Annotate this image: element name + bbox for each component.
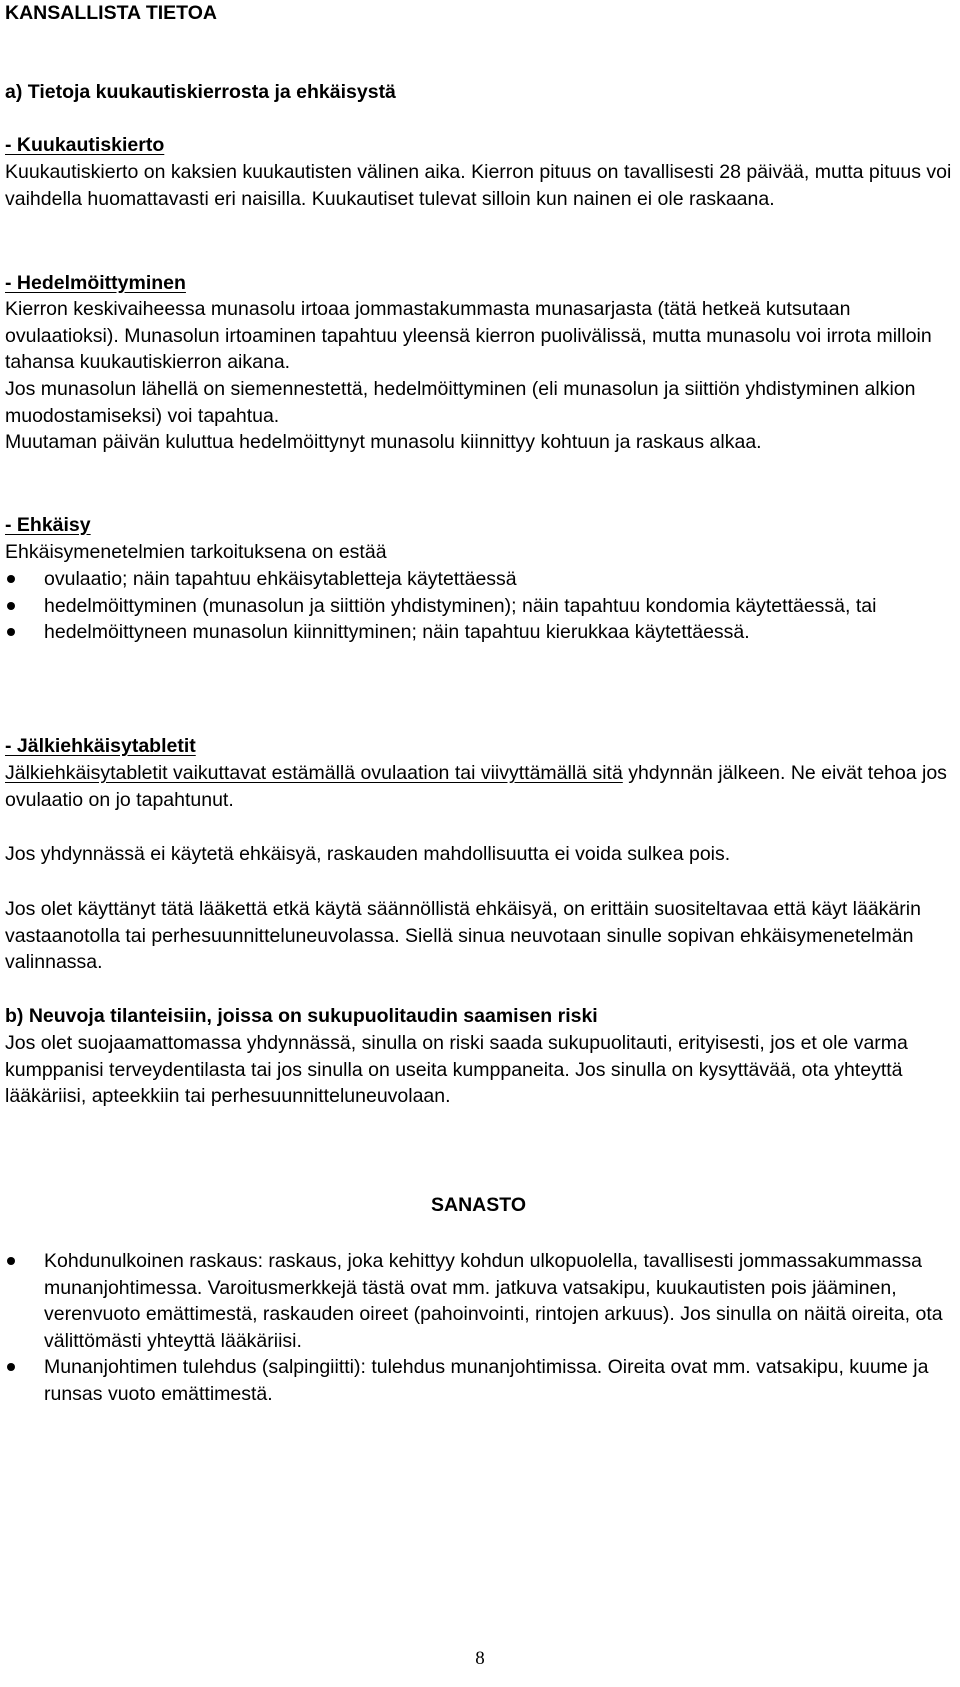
hedelmoittyminen-paragraph-1: Kierron keskivaiheessa munasolu irtoaa jommastakummasta munasarjasta (tätä hetkeä kutsutaan ovulaatioksi). Munasolun irtoaminen tapahtuu yleensä kierron puolivälissä, mutta munasolu voi irrota milloin tahansa kuukautiskierron aikana.: [5, 298, 932, 373]
ehkaisy-list: [5, 566, 952, 646]
ehkaisy-intro: Ehkäisymenetelmien tarkoituksena on estää: [5, 541, 387, 563]
hedelmoittyminen-paragraph-2: Jos munasolun lähellä on siemennestettä, hedelmöittyminen (eli munasolun ja siittiön yhdistyminen alkion muodostamiseksi) voi tapahtua.: [5, 378, 916, 427]
section-a-heading: a) Tietoja kuukautiskierrosta ja ehkäisystä: [5, 81, 396, 103]
hedelmoittyminen-heading: - Hedelmöittyminen: [5, 272, 186, 294]
section-b-heading: b) Neuvoja tilanteisiin, joissa on sukupuolitaudin saamisen riski: [5, 1005, 598, 1027]
underlined-text: Jälkiehkäisytabletit vaikuttavat estämällä ovulaation tai viivyttämällä sitä: [5, 762, 623, 784]
kuukautiskierto-heading: - Kuukautiskierto: [5, 134, 165, 156]
list-item: hedelmöittyneen munasolun kiinnittyminen; näin tapahtuu kierukkaa käytettäessä.: [5, 619, 952, 646]
jalkiehkaisy-heading: - Jälkiehkäisytabletit: [5, 735, 196, 757]
list-item: Kohdunulkoinen raskaus: raskaus, joka kehittyy kohdun ulkopuolella, tavallisesti jommassakummassa munanjohtimessa. Varoitusmerkkejä tästä ovat mm. jatkuva vatsakipu, kuukautisten pois jääminen, verenvuoto emättimestä, raskauden oireet (pahoinvointi, rintojen arkuus). Jos sinulla on näitä oireita, ota välittömästi yhteyttä lääkäriisi.: [5, 1248, 952, 1354]
hedelmoittyminen-paragraph-3: Muutaman päivän kuluttua hedelmöittynyt munasolu kiinnittyy kohtuun ja raskaus alkaa.: [5, 431, 762, 453]
section-b-text: Jos olet suojaamattomassa yhdynnässä, sinulla on riski saada sukupuolitauti, erityisesti, jos et ole varma kumppanisi terveydentilasta tai jos sinulla on useita kumppaneita. Jos sinulla on kysyttävää, ota yhteyttä lääkäriisi, apteekkiin tai perhesuunnitteluneuvolaan.: [5, 1032, 908, 1107]
ehkaisy-heading: - Ehkäisy: [5, 514, 91, 536]
list-item: hedelmöittyminen (munasolun ja siittiön yhdistyminen); näin tapahtuu kondomia käytettäessä, tai: [5, 593, 952, 620]
kuukautiskierto-text: Kuukautiskierto on kaksien kuukautisten välinen aika. Kierron pituus on tavallisesti 28 päivää, mutta pituus voi vaihdella huomattavasti eri naisilla. Kuukautiset tulevat silloin kun nainen ei ole raskaana.: [5, 161, 952, 210]
jalkiehkaisy-paragraph-3: Jos olet käyttänyt tätä lääkettä etkä käytä säännöllistä ehkäisyä, on erittäin suositeltavaa että käyt lääkärin vastaanotolla tai perhesuunnitteluneuvolassa. Siellä sinua neuvotaan sinulle sopivan ehkäisymenetelmän valinnassa.: [5, 898, 921, 973]
list-item: ovulaatio; näin tapahtuu ehkäisytabletteja käytettäessä: [5, 566, 952, 593]
list-item: Munanjohtimen tulehdus (salpingiitti): tulehdus munanjohtimissa. Oireita ovat mm. vatsakipu, kuume ja runsas vuoto emättimestä.: [5, 1354, 952, 1407]
jalkiehkaisy-paragraph-2: Jos yhdynnässä ei käytetä ehkäisyä, raskauden mahdollisuutta ei voida sulkea pois.: [5, 843, 731, 865]
page-number: 8: [475, 1648, 485, 1669]
jalkiehkaisy-paragraph-1: [5, 760, 952, 813]
paragraph-rest: yhdynnän jälkeen. Ne eivät tehoa jos ovulaatio on jo tapahtunut.: [5, 762, 947, 811]
sanasto-list: [5, 1248, 952, 1407]
page-title: KANSALLISTA TIETOA: [5, 2, 217, 24]
sanasto-heading: SANASTO: [431, 1194, 526, 1216]
